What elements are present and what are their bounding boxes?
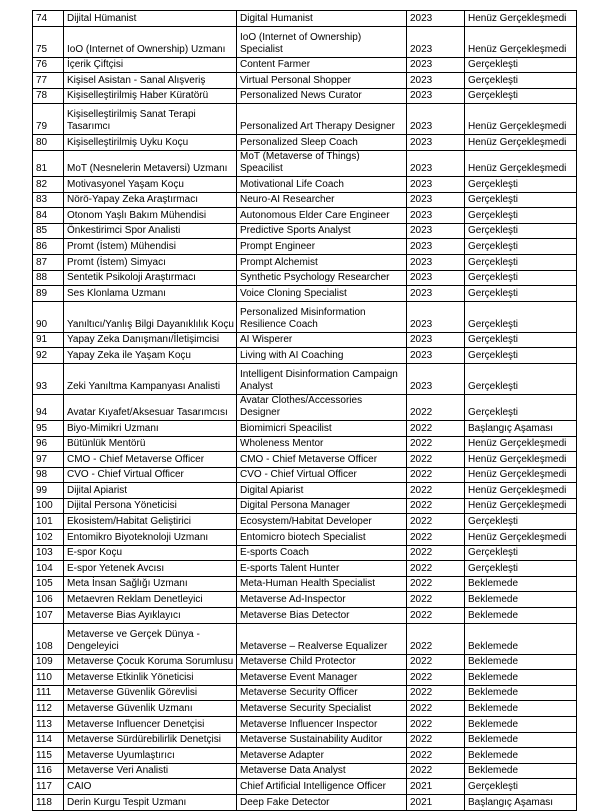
table-row — [33, 654, 577, 670]
year-cell: 2023 — [407, 11, 465, 27]
turkish-title-cell: Nörö-Yapay Zeka Araştırmacı — [64, 192, 237, 208]
year-cell: 2022 — [407, 763, 465, 779]
turkish-title-cell: Ekosistem/Habitat Geliştirici — [64, 514, 237, 530]
year-cell: 2023 — [407, 239, 465, 255]
status-cell: Henüz Gerçekleşmedi — [465, 436, 577, 452]
row-number-cell: 98 — [33, 467, 64, 483]
english-title-cell: Biomimicri Speacilist — [237, 420, 407, 436]
row-number-cell: 92 — [33, 348, 64, 364]
table-row — [33, 26, 577, 57]
row-number-cell: 95 — [33, 420, 64, 436]
english-title-cell: IoO (Internet of Ownership) Specialist — [237, 26, 407, 57]
status-cell: Gerçekleşti — [465, 208, 577, 224]
status-cell: Beklemede — [465, 732, 577, 748]
table-row — [33, 530, 577, 546]
status-cell: Henüz Gerçekleşmedi — [465, 26, 577, 57]
row-number-cell: 113 — [33, 717, 64, 733]
row-number-cell: 81 — [33, 150, 64, 176]
row-number-cell: 87 — [33, 254, 64, 270]
status-cell: Gerçekleşti — [465, 270, 577, 286]
table-row — [33, 420, 577, 436]
turkish-title-cell: Zeki Yanıltma Kampanyası Analisti — [64, 363, 237, 394]
english-title-cell: Metaverse Security Officer — [237, 685, 407, 701]
turkish-title-cell: Metaverse Güvenlik Görevlisi — [64, 685, 237, 701]
status-cell: Beklemede — [465, 576, 577, 592]
table-row — [33, 794, 577, 810]
table-row — [33, 623, 577, 654]
turkish-title-cell: Yapay Zeka Danışmanı/İletişimcisi — [64, 332, 237, 348]
table-row — [33, 57, 577, 73]
table-row — [33, 192, 577, 208]
english-title-cell: Predictive Sports Analyst — [237, 223, 407, 239]
turkish-title-cell: Dijital Apiarist — [64, 483, 237, 499]
turkish-title-cell: Metaverse Veri Analisti — [64, 763, 237, 779]
english-title-cell: Deep Fake Detector — [237, 794, 407, 810]
turkish-title-cell: Dijital Hümanist — [64, 11, 237, 27]
english-title-cell: Metaverse Ad-Inspector — [237, 592, 407, 608]
status-cell: Gerçekleşti — [465, 348, 577, 364]
turkish-title-cell: Metaverse Güvenlik Uzmanı — [64, 701, 237, 717]
year-cell: 2022 — [407, 748, 465, 764]
english-title-cell: Personalized Art Therapy Designer — [237, 104, 407, 135]
year-cell: 2023 — [407, 223, 465, 239]
english-title-cell: Content Farmer — [237, 57, 407, 73]
status-cell: Beklemede — [465, 608, 577, 624]
turkish-title-cell: Yapay Zeka ile Yaşam Koçu — [64, 348, 237, 364]
status-cell: Beklemede — [465, 670, 577, 686]
table-row — [33, 717, 577, 733]
year-cell: 2023 — [407, 208, 465, 224]
turkish-title-cell: Metaevren Reklam Denetleyici — [64, 592, 237, 608]
table-row — [33, 467, 577, 483]
turkish-title-cell: Kişiselleştirilmiş Uyku Koçu — [64, 135, 237, 151]
table-row — [33, 779, 577, 795]
english-title-cell: Chief Artificial Intelligence Officer — [237, 779, 407, 795]
year-cell: 2022 — [407, 701, 465, 717]
turkish-title-cell: Bütünlük Mentörü — [64, 436, 237, 452]
row-number-cell: 86 — [33, 239, 64, 255]
year-cell: 2023 — [407, 104, 465, 135]
english-title-cell: Metaverse Security Specialist — [237, 701, 407, 717]
year-cell: 2022 — [407, 732, 465, 748]
row-number-cell: 99 — [33, 483, 64, 499]
turkish-title-cell: CVO - Chief Virtual Officer — [64, 467, 237, 483]
english-title-cell: Neuro-AI Researcher — [237, 192, 407, 208]
english-title-cell: E-sports Talent Hunter — [237, 561, 407, 577]
table-row — [33, 363, 577, 394]
turkish-title-cell: Meta İnsan Sağlığı Uzmanı — [64, 576, 237, 592]
jobs-table-body — [33, 11, 577, 811]
status-cell: Gerçekleşti — [465, 286, 577, 302]
table-row — [33, 452, 577, 468]
turkish-title-cell: Avatar Kıyafet/Aksesuar Tasarımcısı — [64, 394, 237, 420]
table-row — [33, 483, 577, 499]
turkish-title-cell: Ses Klonlama Uzmanı — [64, 286, 237, 302]
status-cell: Gerçekleşti — [465, 332, 577, 348]
year-cell: 2022 — [407, 670, 465, 686]
year-cell: 2022 — [407, 452, 465, 468]
table-row — [33, 270, 577, 286]
year-cell: 2023 — [407, 286, 465, 302]
year-cell: 2022 — [407, 654, 465, 670]
english-title-cell: Metaverse Influencer Inspector — [237, 717, 407, 733]
english-title-cell: Ecosystem/Habitat Developer — [237, 514, 407, 530]
english-title-cell: Wholeness Mentor — [237, 436, 407, 452]
year-cell: 2023 — [407, 176, 465, 192]
status-cell: Henüz Gerçekleşmedi — [465, 104, 577, 135]
turkish-title-cell: Metaverse Sürdürebilirlik Denetçisi — [64, 732, 237, 748]
row-number-cell: 105 — [33, 576, 64, 592]
year-cell: 2023 — [407, 192, 465, 208]
english-title-cell: CMO - Chief Metaverse Officer — [237, 452, 407, 468]
row-number-cell: 100 — [33, 498, 64, 514]
year-cell: 2023 — [407, 73, 465, 89]
table-row — [33, 301, 577, 332]
row-number-cell: 102 — [33, 530, 64, 546]
english-title-cell: Metaverse Child Protector — [237, 654, 407, 670]
table-row — [33, 135, 577, 151]
table-row — [33, 576, 577, 592]
table-row — [33, 223, 577, 239]
turkish-title-cell: Dijital Persona Yöneticisi — [64, 498, 237, 514]
turkish-title-cell: Metaverse Influencer Denetçisi — [64, 717, 237, 733]
year-cell: 2023 — [407, 26, 465, 57]
turkish-title-cell: Derin Kurgu Tespit Uzmanı — [64, 794, 237, 810]
row-number-cell: 94 — [33, 394, 64, 420]
row-number-cell: 111 — [33, 685, 64, 701]
english-title-cell: Virtual Personal Shopper — [237, 73, 407, 89]
status-cell: Gerçekleşti — [465, 223, 577, 239]
status-cell: Gerçekleşti — [465, 176, 577, 192]
year-cell: 2023 — [407, 150, 465, 176]
english-title-cell: Meta-Human Health Specialist — [237, 576, 407, 592]
row-number-cell: 101 — [33, 514, 64, 530]
row-number-cell: 103 — [33, 545, 64, 561]
year-cell: 2022 — [407, 498, 465, 514]
turkish-title-cell: CAIO — [64, 779, 237, 795]
status-cell: Başlangıç Aşaması — [465, 420, 577, 436]
turkish-title-cell: Sentetik Psikoloji Araştırmacı — [64, 270, 237, 286]
english-title-cell: Living with AI Coaching — [237, 348, 407, 364]
year-cell: 2022 — [407, 592, 465, 608]
english-title-cell: Voice Cloning Specialist — [237, 286, 407, 302]
english-title-cell: Metaverse Bias Detector — [237, 608, 407, 624]
turkish-title-cell: Yanıltıcı/Yanlış Bilgi Dayanıklılık Koçu — [64, 301, 237, 332]
table-row — [33, 104, 577, 135]
table-row — [33, 332, 577, 348]
turkish-title-cell: Promt (İstem) Mühendisi — [64, 239, 237, 255]
table-row — [33, 498, 577, 514]
english-title-cell: Synthetic Psychology Researcher — [237, 270, 407, 286]
status-cell: Henüz Gerçekleşmedi — [465, 530, 577, 546]
table-row — [33, 73, 577, 89]
status-cell: Henüz Gerçekleşmedi — [465, 11, 577, 27]
status-cell: Gerçekleşti — [465, 239, 577, 255]
status-cell: Gerçekleşti — [465, 394, 577, 420]
row-number-cell: 118 — [33, 794, 64, 810]
turkish-title-cell: Metaverse Bias Ayıklayıcı — [64, 608, 237, 624]
status-cell: Gerçekleşti — [465, 561, 577, 577]
row-number-cell: 106 — [33, 592, 64, 608]
table-row — [33, 254, 577, 270]
row-number-cell: 104 — [33, 561, 64, 577]
row-number-cell: 90 — [33, 301, 64, 332]
english-title-cell: Autonomous Elder Care Engineer — [237, 208, 407, 224]
turkish-title-cell: Promt (İstem) Simyacı — [64, 254, 237, 270]
turkish-title-cell: Metaverse ve Gerçek Dünya - Dengeleyici — [64, 623, 237, 654]
table-row — [33, 545, 577, 561]
turkish-title-cell: CMO - Chief Metaverse Officer — [64, 452, 237, 468]
row-number-cell: 88 — [33, 270, 64, 286]
status-cell: Beklemede — [465, 717, 577, 733]
year-cell: 2022 — [407, 608, 465, 624]
table-row — [33, 88, 577, 104]
year-cell: 2023 — [407, 348, 465, 364]
status-cell: Gerçekleşti — [465, 301, 577, 332]
english-title-cell: Metaverse Sustainability Auditor — [237, 732, 407, 748]
status-cell: Gerçekleşti — [465, 88, 577, 104]
year-cell: 2022 — [407, 685, 465, 701]
row-number-cell: 85 — [33, 223, 64, 239]
table-row — [33, 11, 577, 27]
status-cell: Beklemede — [465, 763, 577, 779]
row-number-cell: 77 — [33, 73, 64, 89]
english-title-cell: Prompt Alchemist — [237, 254, 407, 270]
table-row — [33, 701, 577, 717]
table-row — [33, 150, 577, 176]
year-cell: 2022 — [407, 576, 465, 592]
status-cell: Gerçekleşti — [465, 779, 577, 795]
year-cell: 2022 — [407, 717, 465, 733]
table-row — [33, 670, 577, 686]
jobs-table — [32, 10, 577, 811]
english-title-cell: AI Wisperer — [237, 332, 407, 348]
year-cell: 2023 — [407, 363, 465, 394]
year-cell: 2021 — [407, 794, 465, 810]
row-number-cell: 96 — [33, 436, 64, 452]
english-title-cell: Digital Persona Manager — [237, 498, 407, 514]
english-title-cell: Metaverse – Realverse Equalizer — [237, 623, 407, 654]
status-cell: Gerçekleşti — [465, 363, 577, 394]
english-title-cell: Motivational Life Coach — [237, 176, 407, 192]
table-row — [33, 436, 577, 452]
table-row — [33, 685, 577, 701]
english-title-cell: Digital Humanist — [237, 11, 407, 27]
table-row — [33, 748, 577, 764]
turkish-title-cell: E-spor Koçu — [64, 545, 237, 561]
year-cell: 2022 — [407, 623, 465, 654]
row-number-cell: 115 — [33, 748, 64, 764]
year-cell: 2023 — [407, 135, 465, 151]
year-cell: 2022 — [407, 545, 465, 561]
table-row — [33, 394, 577, 420]
row-number-cell: 91 — [33, 332, 64, 348]
status-cell: Henüz Gerçekleşmedi — [465, 467, 577, 483]
row-number-cell: 84 — [33, 208, 64, 224]
row-number-cell: 76 — [33, 57, 64, 73]
turkish-title-cell: Metaverse Etkinlik Yöneticisi — [64, 670, 237, 686]
english-title-cell: Personalized News Curator — [237, 88, 407, 104]
row-number-cell: 108 — [33, 623, 64, 654]
english-title-cell: Prompt Engineer — [237, 239, 407, 255]
year-cell: 2023 — [407, 301, 465, 332]
turkish-title-cell: Metaverse Uyumlaştırıcı — [64, 748, 237, 764]
table-row — [33, 348, 577, 364]
status-cell: Gerçekleşti — [465, 73, 577, 89]
row-number-cell: 79 — [33, 104, 64, 135]
english-title-cell: E-sports Coach — [237, 545, 407, 561]
turkish-title-cell: IoO (Internet of Ownership) Uzmanı — [64, 26, 237, 57]
status-cell: Henüz Gerçekleşmedi — [465, 452, 577, 468]
row-number-cell: 75 — [33, 26, 64, 57]
english-title-cell: CVO - Chief Virtual Officer — [237, 467, 407, 483]
year-cell: 2023 — [407, 332, 465, 348]
english-title-cell: Intelligent Disinformation Campaign Analyst — [237, 363, 407, 394]
table-row — [33, 763, 577, 779]
row-number-cell: 117 — [33, 779, 64, 795]
turkish-title-cell: Kişisel Asistan - Sanal Alışveriş — [64, 73, 237, 89]
table-row — [33, 608, 577, 624]
turkish-title-cell: Önkestirimci Spor Analisti — [64, 223, 237, 239]
year-cell: 2021 — [407, 779, 465, 795]
status-cell: Gerçekleşti — [465, 545, 577, 561]
year-cell: 2023 — [407, 270, 465, 286]
turkish-title-cell: Otonom Yaşlı Bakım Mühendisi — [64, 208, 237, 224]
table-row — [33, 592, 577, 608]
english-title-cell: Metaverse Data Analyst — [237, 763, 407, 779]
english-title-cell: Personalized Misinformation Resilience Coach — [237, 301, 407, 332]
row-number-cell: 78 — [33, 88, 64, 104]
status-cell: Başlangıç Aşaması — [465, 794, 577, 810]
status-cell: Gerçekleşti — [465, 514, 577, 530]
turkish-title-cell: Biyo-Mimikri Uzmanı — [64, 420, 237, 436]
turkish-title-cell: Kişiselleştirilmiş Sanat Terapi Tasarımcı — [64, 104, 237, 135]
row-number-cell: 107 — [33, 608, 64, 624]
year-cell: 2023 — [407, 254, 465, 270]
status-cell: Gerçekleşti — [465, 254, 577, 270]
year-cell: 2022 — [407, 436, 465, 452]
turkish-title-cell: Entomikro Biyoteknoloji Uzmanı — [64, 530, 237, 546]
year-cell: 2022 — [407, 530, 465, 546]
turkish-title-cell: E-spor Yetenek Avcısı — [64, 561, 237, 577]
status-cell: Beklemede — [465, 592, 577, 608]
status-cell: Gerçekleşti — [465, 192, 577, 208]
turkish-title-cell: İçerik Çiftçisi — [64, 57, 237, 73]
year-cell: 2022 — [407, 561, 465, 577]
year-cell: 2022 — [407, 467, 465, 483]
english-title-cell: Personalized Sleep Coach — [237, 135, 407, 151]
status-cell: Beklemede — [465, 748, 577, 764]
row-number-cell: 112 — [33, 701, 64, 717]
turkish-title-cell: Metaverse Çocuk Koruma Sorumlusu — [64, 654, 237, 670]
status-cell: Beklemede — [465, 623, 577, 654]
row-number-cell: 109 — [33, 654, 64, 670]
table-row — [33, 286, 577, 302]
row-number-cell: 74 — [33, 11, 64, 27]
year-cell: 2023 — [407, 57, 465, 73]
year-cell: 2023 — [407, 88, 465, 104]
status-cell: Henüz Gerçekleşmedi — [465, 135, 577, 151]
english-title-cell: Metaverse Adapter — [237, 748, 407, 764]
turkish-title-cell: Motivasyonel Yaşam Koçu — [64, 176, 237, 192]
row-number-cell: 116 — [33, 763, 64, 779]
status-cell: Gerçekleşti — [465, 57, 577, 73]
year-cell: 2022 — [407, 394, 465, 420]
year-cell: 2022 — [407, 514, 465, 530]
english-title-cell: MoT (Metaverse of Things) Speacilist — [237, 150, 407, 176]
row-number-cell: 80 — [33, 135, 64, 151]
year-cell: 2022 — [407, 483, 465, 499]
english-title-cell: Entomicro biotech Specialist — [237, 530, 407, 546]
row-number-cell: 93 — [33, 363, 64, 394]
row-number-cell: 83 — [33, 192, 64, 208]
status-cell: Henüz Gerçekleşmedi — [465, 150, 577, 176]
english-title-cell: Digital Apiarist — [237, 483, 407, 499]
table-row — [33, 561, 577, 577]
table-row — [33, 239, 577, 255]
row-number-cell: 89 — [33, 286, 64, 302]
turkish-title-cell: MoT (Nesnelerin Metaversi) Uzmanı — [64, 150, 237, 176]
status-cell: Beklemede — [465, 654, 577, 670]
row-number-cell: 82 — [33, 176, 64, 192]
row-number-cell: 110 — [33, 670, 64, 686]
status-cell: Henüz Gerçekleşmedi — [465, 483, 577, 499]
year-cell: 2022 — [407, 420, 465, 436]
table-row — [33, 732, 577, 748]
table-row — [33, 208, 577, 224]
row-number-cell: 97 — [33, 452, 64, 468]
table-row — [33, 176, 577, 192]
english-title-cell: Avatar Clothes/Accessories Designer — [237, 394, 407, 420]
table-row — [33, 514, 577, 530]
english-title-cell: Metaverse Event Manager — [237, 670, 407, 686]
status-cell: Beklemede — [465, 701, 577, 717]
status-cell: Henüz Gerçekleşmedi — [465, 498, 577, 514]
row-number-cell: 114 — [33, 732, 64, 748]
status-cell: Beklemede — [465, 685, 577, 701]
turkish-title-cell: Kişiselleştirilmiş Haber Küratörü — [64, 88, 237, 104]
